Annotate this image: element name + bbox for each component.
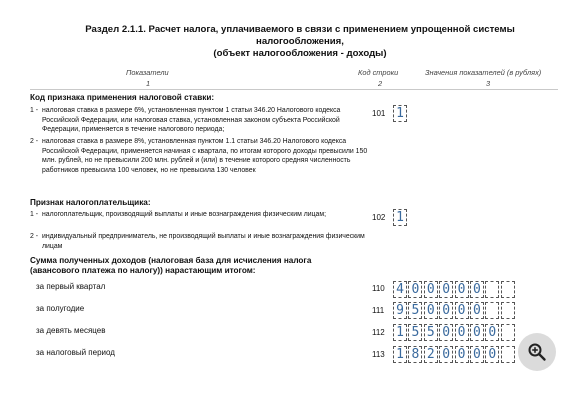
digit-cell[interactable]: 0 (470, 302, 484, 319)
rate-option-1-number: 1 - (30, 107, 39, 114)
digit-cell[interactable] (485, 302, 499, 319)
payer-section-heading: Признак налогоплательщика: (30, 198, 151, 207)
payer-option-2 (30, 232, 368, 251)
digit-cell[interactable]: 8 (408, 346, 422, 363)
income-heading-line1: Сумма полученных доходов (налоговая база для исчисления налога (30, 256, 312, 265)
header-divider (30, 89, 558, 90)
line-code-110: 110 (372, 284, 385, 293)
income-row-label-half-year: за полугодие (36, 304, 85, 313)
digit-cell[interactable]: 5 (408, 302, 422, 319)
column-number-1: 1 (146, 79, 151, 88)
digit-cell[interactable]: 0 (455, 281, 469, 298)
digit-cell[interactable]: 0 (408, 281, 422, 298)
digit-cell[interactable] (501, 281, 515, 298)
digit-cell[interactable]: 1 (393, 346, 407, 363)
section-title-line2: (объект налогообложения - доходы) (213, 48, 387, 59)
payer-option-1-number: 1 - (30, 211, 39, 218)
rate-option-1 (30, 106, 368, 135)
digit-cell[interactable]: 2 (424, 346, 438, 363)
payer-option-2-text: индивидуальный предприниматель, не производящий выплаты и иные вознаграждения физическим лицам (42, 233, 365, 250)
section-title (40, 24, 560, 60)
line-code-113: 113 (372, 350, 385, 359)
section-title-line1: Раздел 2.1.1. Расчет налога, уплачиваемого в связи с применением упрощенной системы налогообложения, (85, 24, 515, 47)
digit-cell[interactable] (501, 302, 515, 319)
payer-option-2-number: 2 - (30, 233, 39, 240)
rate-option-1-text: налоговая ставка в размере 6%, установленная пунктом 1 статьи 346.20 Налогового кодекса Российской Федерации, или налоговая ставка, установленная законом субъекта Российской Федерации, применяется в течение налогового периода; (42, 107, 341, 134)
payer-code-cell[interactable]: 1 (393, 209, 407, 226)
income-field-110[interactable] (393, 281, 516, 298)
digit-cell[interactable]: 0 (470, 324, 484, 341)
digit-cell[interactable] (501, 324, 515, 341)
line-code-101: 101 (372, 109, 386, 118)
income-field-112[interactable] (393, 324, 516, 341)
digit-cell[interactable]: 0 (439, 324, 453, 341)
line-code-111: 111 (372, 306, 385, 315)
digit-cell[interactable] (501, 346, 515, 363)
column-header-values: Значения показателей (в рублях) (425, 68, 542, 77)
rate-section-heading: Код признака применения налоговой ставки: (30, 93, 215, 102)
income-row-label-q1: за первый квартал (36, 282, 106, 291)
column-number-3: 3 (486, 79, 491, 88)
payer-code-field[interactable] (393, 209, 408, 226)
digit-cell[interactable]: 0 (439, 281, 453, 298)
digit-cell[interactable]: 5 (424, 324, 438, 341)
payer-option-1 (30, 210, 368, 220)
rate-code-field[interactable] (393, 105, 408, 122)
zoom-button[interactable] (518, 333, 556, 371)
rate-option-2-number: 2 - (30, 138, 39, 145)
digit-cell[interactable]: 0 (455, 302, 469, 319)
income-row-label-tax-period: за налоговый период (36, 348, 115, 357)
digit-cell[interactable]: 0 (424, 302, 438, 319)
rate-option-2 (30, 137, 368, 175)
rate-code-cell[interactable]: 1 (393, 105, 407, 122)
line-code-102: 102 (372, 213, 386, 222)
payer-option-1-text: налогоплательщик, производящий выплаты и иные вознаграждения физическим лицам; (42, 211, 327, 218)
digit-cell[interactable] (485, 281, 499, 298)
digit-cell[interactable]: 0 (455, 324, 469, 341)
digit-cell[interactable]: 0 (439, 302, 453, 319)
income-field-113[interactable] (393, 346, 516, 363)
digit-cell[interactable]: 0 (470, 346, 484, 363)
magnifier-plus-icon (527, 342, 547, 362)
digit-cell[interactable]: 0 (439, 346, 453, 363)
income-heading-line2: (авансового платежа по налогу)) нарастающим итогом: (30, 266, 256, 275)
column-header-indicators: Показатели (126, 68, 169, 77)
line-code-112: 112 (372, 328, 385, 337)
income-field-111[interactable] (393, 302, 516, 319)
digit-cell[interactable]: 5 (408, 324, 422, 341)
column-number-2: 2 (378, 79, 383, 88)
rate-option-2-text: налоговая ставка в размере 8%, установленная пунктом 1.1 статьи 346.20 Налогового кодекса Российской Федерации, применяется начиная с квартала, по итогам которого доходы превысили 150 млн. рублей, но не превысили 200 млн. рублей и (или) в течение которого средняя численность работников превысила 100 человек, но не превысила 130 человек (42, 138, 368, 174)
digit-cell[interactable]: 4 (393, 281, 407, 298)
digit-cell[interactable]: 1 (393, 324, 407, 341)
income-row-label-nine-months: за девять месяцев (36, 326, 106, 335)
income-section-heading (30, 256, 311, 276)
digit-cell[interactable]: 0 (424, 281, 438, 298)
digit-cell[interactable]: 0 (470, 281, 484, 298)
digit-cell[interactable]: 0 (455, 346, 469, 363)
digit-cell[interactable]: 9 (393, 302, 407, 319)
digit-cell[interactable]: 0 (485, 346, 499, 363)
digit-cell[interactable]: 0 (485, 324, 499, 341)
column-header-line-code: Код строки (358, 68, 399, 77)
